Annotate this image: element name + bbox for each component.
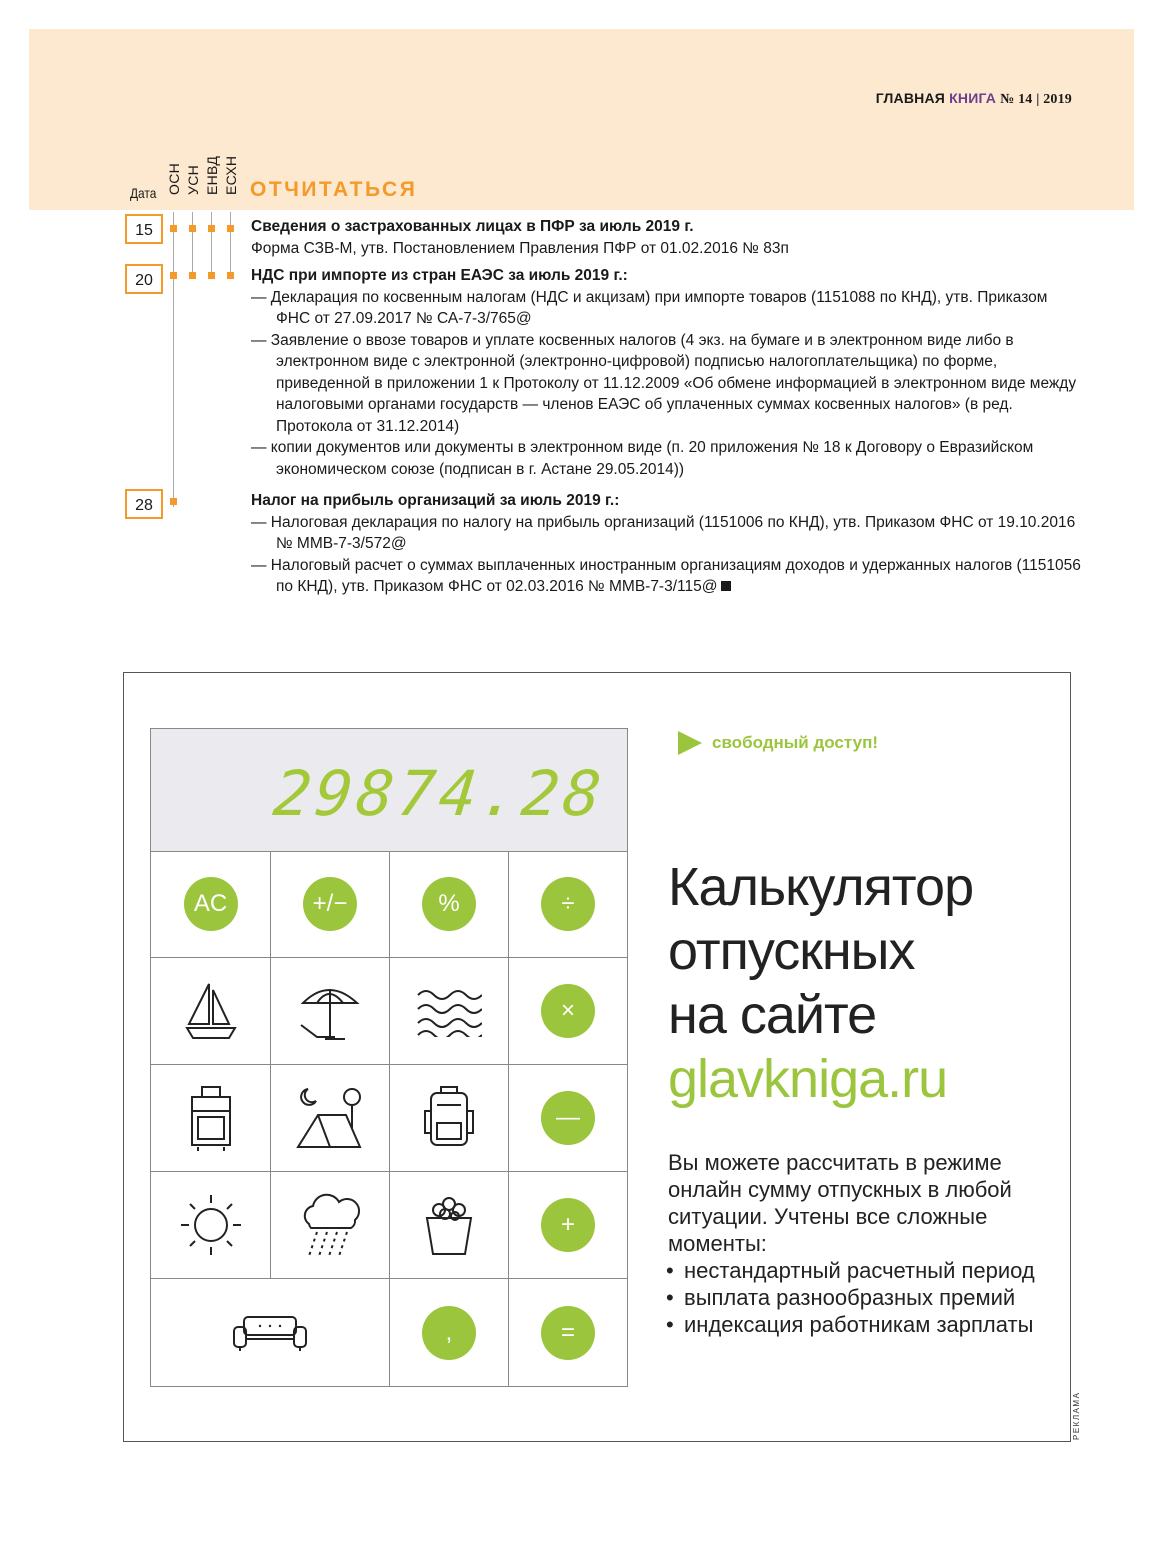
date-box: 28 bbox=[125, 489, 163, 519]
key-equals bbox=[509, 1279, 627, 1386]
tent-icon bbox=[294, 1085, 366, 1151]
regime-eshn: ЕСХН bbox=[223, 155, 239, 195]
regime-envd: ЕНВД bbox=[204, 155, 220, 195]
multiply-button: × bbox=[541, 984, 595, 1038]
sofa-icon bbox=[232, 1313, 308, 1353]
entry-profit-tax bbox=[251, 490, 1081, 598]
calculator-display bbox=[151, 729, 627, 852]
regime-marker bbox=[189, 225, 196, 232]
rain-cloud-icon bbox=[295, 1192, 365, 1258]
regime-marker bbox=[208, 225, 215, 232]
headline-line: на сайте bbox=[668, 985, 877, 1045]
suitcase-icon bbox=[188, 1085, 234, 1151]
entry-vat-import bbox=[251, 265, 1081, 480]
waves-icon bbox=[416, 985, 482, 1037]
play-icon bbox=[678, 731, 702, 755]
brand-accent: КНИГА bbox=[949, 90, 997, 106]
timeline-line bbox=[230, 212, 231, 276]
entry-line: — копии документов или документы в электронном виде (п. 20 приложения № 18 к Договору о Евразийском экономическом союзе (подписан в г. Астане 29.05.2014)) bbox=[251, 439, 1034, 478]
key-backpack bbox=[390, 1065, 509, 1172]
divide-button: ÷ bbox=[541, 877, 595, 931]
key-comma bbox=[390, 1279, 509, 1386]
date-column-label: Дата bbox=[130, 185, 157, 201]
entry-line: Форма СЗВ-М, утв. Постановлением Правления ПФР от 01.02.2016 № 83п bbox=[251, 239, 789, 257]
sailboat-icon bbox=[179, 980, 243, 1042]
timeline-line bbox=[173, 212, 174, 507]
site-link[interactable]: glavkniga.ru bbox=[668, 1049, 948, 1109]
key-plusminus bbox=[271, 851, 390, 958]
key-rain bbox=[271, 1172, 390, 1279]
beach-umbrella-icon bbox=[295, 979, 365, 1043]
bucket-icon bbox=[421, 1192, 477, 1258]
key-divide bbox=[509, 851, 627, 958]
key-suitcase bbox=[151, 1065, 271, 1172]
ad-description bbox=[668, 1149, 1058, 1338]
key-bucket bbox=[390, 1172, 509, 1279]
plus-minus-button: +/− bbox=[303, 877, 357, 931]
headline-line: отпускных bbox=[668, 921, 915, 981]
display-value: 29874.28 bbox=[270, 757, 609, 830]
regime-marker bbox=[189, 272, 196, 279]
issue-number: № 14 | 2019 bbox=[1000, 92, 1072, 107]
percent-button: % bbox=[422, 877, 476, 931]
key-sailboat bbox=[151, 958, 271, 1065]
end-mark bbox=[721, 581, 731, 591]
key-camping bbox=[271, 1065, 390, 1172]
headline-line: Калькулятор bbox=[668, 857, 974, 917]
regime-marker bbox=[227, 225, 234, 232]
regime-marker bbox=[170, 498, 177, 505]
key-waves bbox=[390, 958, 509, 1065]
feature-item: • индексация работникам зарплаты bbox=[684, 1311, 1058, 1338]
entry-title: Налог на прибыль организаций за июль 2019 г.: bbox=[251, 492, 620, 509]
advertisement-label: РЕКЛАМА bbox=[1072, 1391, 1081, 1440]
regime-marker bbox=[170, 225, 177, 232]
entry-szv bbox=[251, 216, 1081, 259]
regime-usn: УСН bbox=[185, 164, 201, 195]
key-minus bbox=[509, 1065, 627, 1172]
entry-line bbox=[251, 555, 1081, 598]
entry-line: — Налоговая декларация по налогу на прибыль организаций (1151006 по КНД), утв. Приказом ФНС от 19.10.2016 № ММВ-7-3/572@ bbox=[251, 513, 1076, 552]
regime-marker bbox=[170, 272, 177, 279]
key-beach-umbrella bbox=[271, 958, 390, 1065]
calculator-illustration bbox=[150, 728, 628, 1387]
key-sofa bbox=[151, 1279, 390, 1386]
feature-item: • нестандартный расчетный период bbox=[684, 1257, 1058, 1284]
section-title: ОТЧИТАТЬСЯ bbox=[250, 178, 418, 201]
ad-headline bbox=[668, 855, 973, 1111]
brand-main: ГЛАВНАЯ bbox=[875, 90, 946, 106]
masthead bbox=[876, 90, 1072, 108]
minus-button: — bbox=[541, 1091, 595, 1145]
plus-button: + bbox=[541, 1198, 595, 1252]
key-multiply bbox=[509, 958, 627, 1065]
regime-marker bbox=[227, 272, 234, 279]
entry-line-text: — Налоговый расчет о суммах выплаченных иностранным организациям доходов и удержанных налогов (1151056 по КНД), утв. Приказом ФНС от 02.03.2016 № ММВ-7-3/115@ bbox=[251, 556, 1081, 595]
key-percent bbox=[390, 851, 509, 958]
entry-line: — Декларация по косвенным налогам (НДС и акцизам) при импорте товаров (1151088 по КНД), утв. Приказом ФНС от 27.09.2017 № СА-7-3/765@ bbox=[251, 288, 1048, 327]
regime-osn: ОСН bbox=[166, 162, 182, 195]
regime-marker bbox=[208, 272, 215, 279]
date-box: 20 bbox=[125, 264, 163, 294]
free-access-text: свободный доступ! bbox=[712, 733, 879, 752]
feature-list bbox=[668, 1257, 1058, 1338]
timeline-line bbox=[192, 212, 193, 276]
entry-line: — Заявление о ввозе товаров и уплате косвенных налогов (4 экз. на бумаге и в электронном виде либо в электронном виде с электронной (электронно-цифровой) подписью налогоплательщика) по форме, приведенной в приложении 1 к Протоколу от 11.12.2009 «Об обмене информацией в электронном виде между налоговыми органами государств — членов ЕАЭС об уплаченных суммах косвенных налогов» (в ред. Протокола от 31.12.2014) bbox=[251, 331, 1077, 435]
ad-intro: Вы можете рассчитать в режиме онлайн сумму отпускных в любой ситуации. Учтены все сложные моменты: bbox=[668, 1150, 1012, 1256]
sun-icon bbox=[179, 1193, 243, 1257]
free-access-badge[interactable] bbox=[678, 731, 878, 755]
equals-button: = bbox=[541, 1306, 595, 1360]
timeline-line bbox=[211, 212, 212, 276]
comma-button: , bbox=[422, 1306, 476, 1360]
backpack-icon bbox=[421, 1085, 477, 1151]
feature-item: • выплата разнообразных премий bbox=[684, 1284, 1058, 1311]
date-box: 15 bbox=[125, 214, 163, 244]
entry-title: НДС при импорте из стран ЕАЭС за июль 2019 г.: bbox=[251, 267, 628, 284]
ac-button: AC bbox=[184, 877, 238, 931]
key-plus bbox=[509, 1172, 627, 1279]
key-sun bbox=[151, 1172, 271, 1279]
key-ac bbox=[151, 851, 271, 958]
entry-title: Сведения о застрахованных лицах в ПФР за июль 2019 г. bbox=[251, 218, 694, 235]
